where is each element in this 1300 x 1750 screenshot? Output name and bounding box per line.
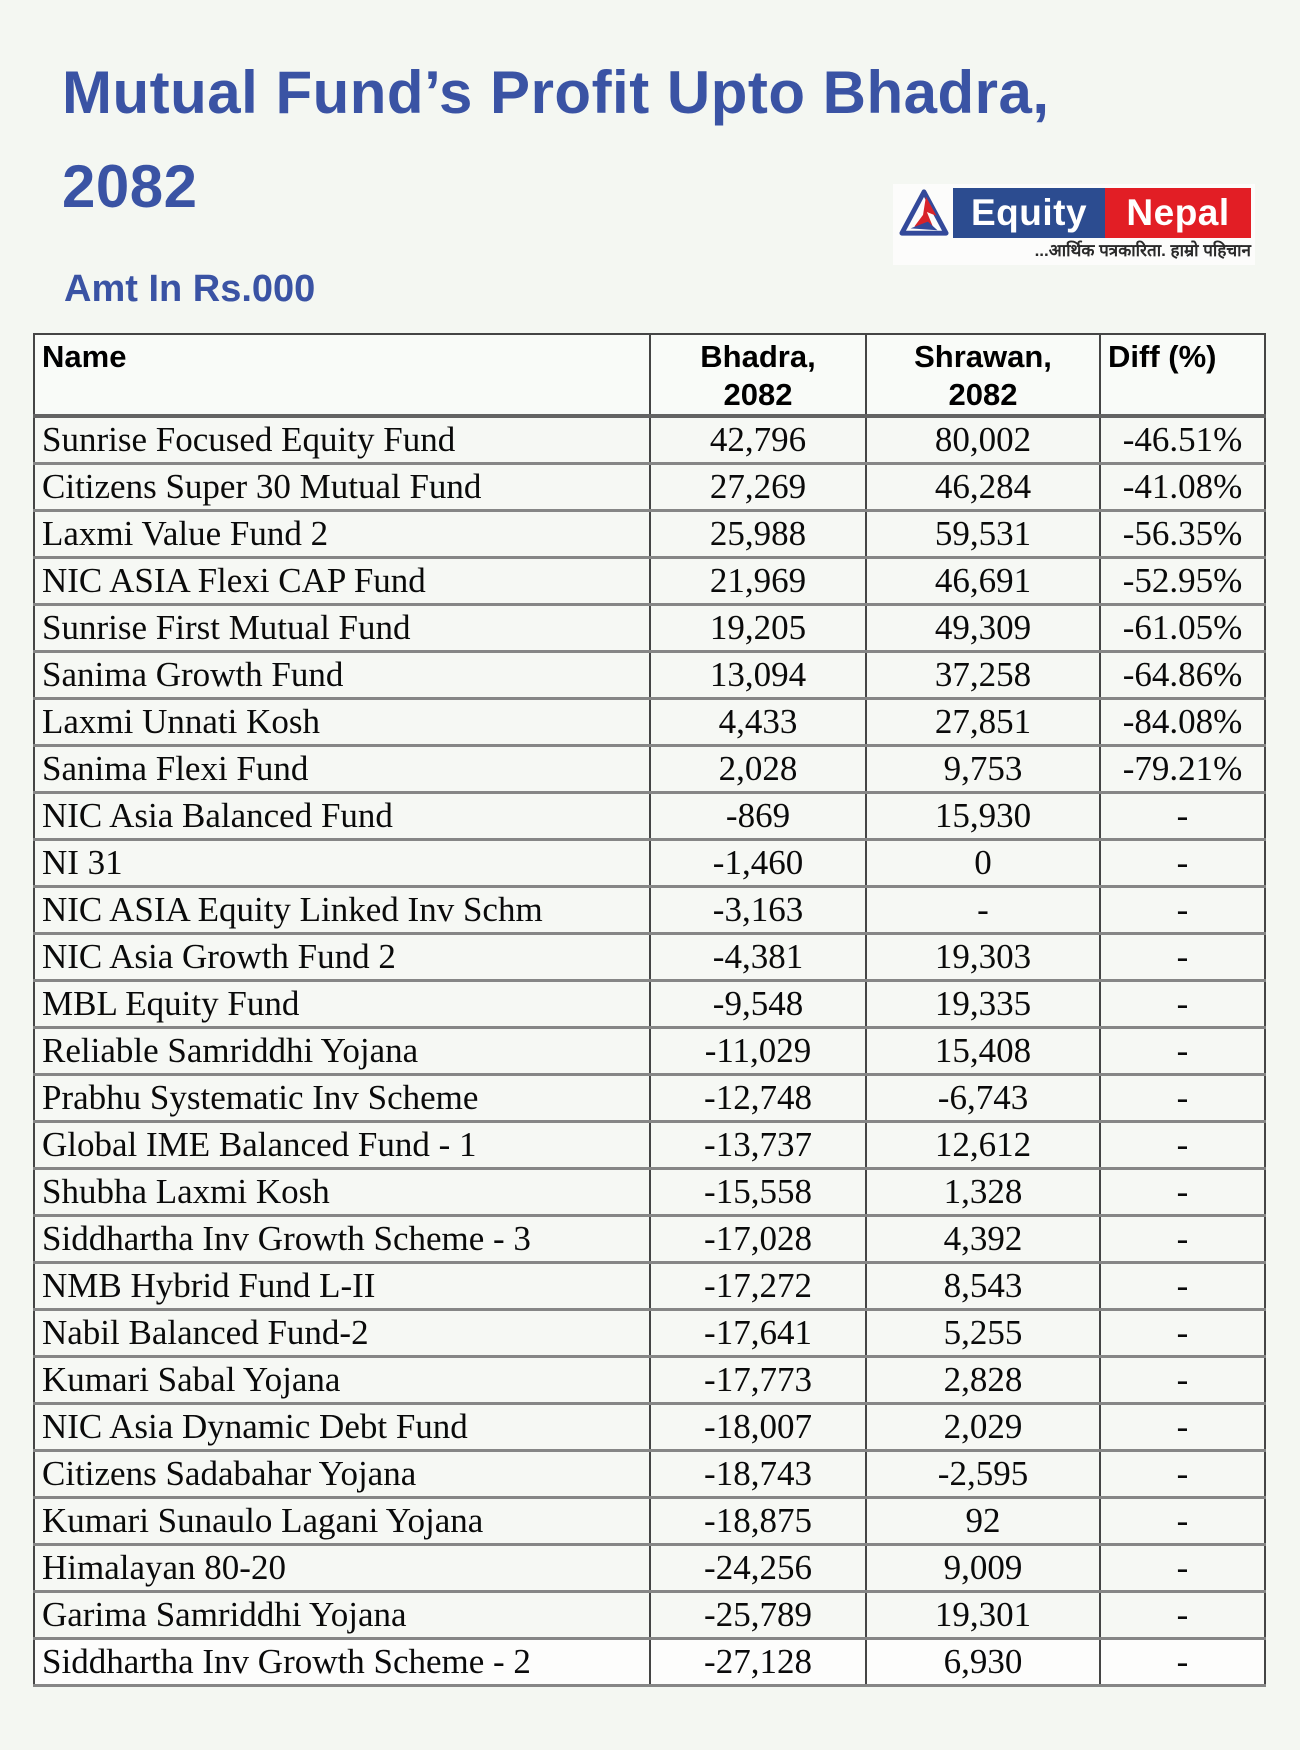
table-row [34,1122,1265,1169]
fund-name-cell: Global IME Balanced Fund - 1 [34,1122,650,1169]
diff-value-cell: - [1100,1545,1265,1592]
diff-value-cell: - [1100,1498,1265,1545]
table-row [34,1451,1265,1498]
bhadra-value-cell: -13,737 [650,1122,866,1169]
table-header [34,334,1265,416]
fund-name-cell: Sunrise Focused Equity Fund [34,416,650,464]
column-header-shrawan-line2: 2082 [948,377,1018,412]
column-header-bhadra-line1: Bhadra, [700,339,816,374]
diff-value-cell: - [1100,1310,1265,1357]
shrawan-value-cell: 27,851 [866,699,1100,746]
table-row [34,1028,1265,1075]
shrawan-value-cell: 2,828 [866,1357,1100,1404]
table-row [34,511,1265,558]
table-row [34,1216,1265,1263]
table-row [34,887,1265,934]
amount-unit-label: Amt In Rs.000 [64,268,316,310]
bhadra-value-cell: 13,094 [650,652,866,699]
table-row [34,416,1265,464]
fund-name-cell: NIC Asia Growth Fund 2 [34,934,650,981]
shrawan-value-cell: 9,753 [866,746,1100,793]
fund-name-cell: MBL Equity Fund [34,981,650,1028]
fund-name-cell: Prabhu Systematic Inv Scheme [34,1075,650,1122]
table-row [34,699,1265,746]
diff-value-cell: - [1100,840,1265,887]
diff-value-cell: -64.86% [1100,652,1265,699]
shrawan-value-cell: 15,408 [866,1028,1100,1075]
fund-name-cell: Nabil Balanced Fund-2 [34,1310,650,1357]
shrawan-value-cell: 5,255 [866,1310,1100,1357]
bhadra-value-cell: -18,875 [650,1498,866,1545]
fund-name-cell: NIC ASIA Flexi CAP Fund [34,558,650,605]
table-row [34,558,1265,605]
bhadra-value-cell: -3,163 [650,887,866,934]
bhadra-value-cell: -25,789 [650,1592,866,1639]
shrawan-value-cell: 6,930 [866,1639,1100,1686]
diff-value-cell: - [1100,793,1265,840]
fund-name-cell: NIC Asia Balanced Fund [34,793,650,840]
table-row [34,1498,1265,1545]
bhadra-value-cell: -17,773 [650,1357,866,1404]
shrawan-value-cell: 1,328 [866,1169,1100,1216]
bhadra-value-cell: -12,748 [650,1075,866,1122]
bhadra-value-cell: 4,433 [650,699,866,746]
column-header-diff: Diff (%) [1100,334,1265,416]
column-header-bhadra-line2: 2082 [723,377,793,412]
shrawan-value-cell: - [866,887,1100,934]
bhadra-value-cell: -1,460 [650,840,866,887]
bhadra-value-cell: -15,558 [650,1169,866,1216]
shrawan-value-cell: 59,531 [866,511,1100,558]
diff-value-cell: -61.05% [1100,605,1265,652]
table-row [34,1545,1265,1592]
shrawan-value-cell: 15,930 [866,793,1100,840]
shrawan-value-cell: -6,743 [866,1075,1100,1122]
shrawan-value-cell: 19,301 [866,1592,1100,1639]
shrawan-value-cell: 0 [866,840,1100,887]
table-row [34,605,1265,652]
shrawan-value-cell: 92 [866,1498,1100,1545]
logo-tagline: ...आर्थिक पत्रकारिता. हाम्रो पहिचान [1034,241,1251,260]
diff-value-cell: - [1100,1639,1265,1686]
table-row [34,934,1265,981]
shrawan-value-cell: 8,543 [866,1263,1100,1310]
shrawan-value-cell: 80,002 [866,416,1100,464]
bhadra-value-cell: 27,269 [650,464,866,511]
bhadra-value-cell: -27,128 [650,1639,866,1686]
bhadra-value-cell: 2,028 [650,746,866,793]
bhadra-value-cell: 25,988 [650,511,866,558]
shrawan-value-cell: 19,335 [866,981,1100,1028]
diff-value-cell: - [1100,1263,1265,1310]
shrawan-value-cell: 9,009 [866,1545,1100,1592]
fund-name-cell: Sanima Flexi Fund [34,746,650,793]
diff-value-cell: - [1100,1592,1265,1639]
diff-value-cell: - [1100,1216,1265,1263]
equity-nepal-logo [893,184,1255,265]
fund-name-cell: Sanima Growth Fund [34,652,650,699]
shrawan-value-cell: 19,303 [866,934,1100,981]
bhadra-value-cell: -17,272 [650,1263,866,1310]
fund-name-cell: Reliable Samriddhi Yojana [34,1028,650,1075]
diff-value-cell: - [1100,1122,1265,1169]
bhadra-value-cell: -24,256 [650,1545,866,1592]
diff-value-cell: - [1100,1451,1265,1498]
diff-value-cell: - [1100,887,1265,934]
diff-value-cell: -84.08% [1100,699,1265,746]
table-row [34,1639,1265,1686]
mountain-triangle-icon [899,188,949,238]
shrawan-value-cell: -2,595 [866,1451,1100,1498]
bhadra-value-cell: -18,743 [650,1451,866,1498]
table-row [34,981,1265,1028]
diff-value-cell: - [1100,934,1265,981]
table-row [34,746,1265,793]
column-header-shrawan-line1: Shrawan, [914,339,1052,374]
table-row [34,793,1265,840]
fund-name-cell: Citizens Sadabahar Yojana [34,1451,650,1498]
fund-name-cell: NI 31 [34,840,650,887]
diff-value-cell: - [1100,1357,1265,1404]
column-header-name: Name [34,334,650,416]
bhadra-value-cell: -9,548 [650,981,866,1028]
table-row [34,1075,1265,1122]
bhadra-value-cell: 42,796 [650,416,866,464]
table-header-row [34,334,1265,416]
table-row [34,1592,1265,1639]
diff-value-cell: - [1100,1404,1265,1451]
table-row [34,1357,1265,1404]
diff-value-cell: - [1100,1028,1265,1075]
table-row [34,1263,1265,1310]
bhadra-value-cell: 21,969 [650,558,866,605]
logo-word-nepal: Nepal [1105,188,1251,238]
diff-value-cell: -52.95% [1100,558,1265,605]
fund-name-cell: NIC Asia Dynamic Debt Fund [34,1404,650,1451]
fund-name-cell: NMB Hybrid Fund L-II [34,1263,650,1310]
fund-name-cell: Kumari Sabal Yojana [34,1357,650,1404]
shrawan-value-cell: 37,258 [866,652,1100,699]
logo-brand-row [899,188,1251,238]
fund-name-cell: Siddhartha Inv Growth Scheme - 3 [34,1216,650,1263]
fund-name-cell: Laxmi Unnati Kosh [34,699,650,746]
shrawan-value-cell: 46,691 [866,558,1100,605]
fund-name-cell: Sunrise First Mutual Fund [34,605,650,652]
shrawan-value-cell: 49,309 [866,605,1100,652]
table-row [34,1169,1265,1216]
logo-word-equity: Equity [953,188,1105,238]
bhadra-value-cell: -17,028 [650,1216,866,1263]
diff-value-cell: - [1100,981,1265,1028]
table-row [34,1310,1265,1357]
bhadra-value-cell: 19,205 [650,605,866,652]
diff-value-cell: - [1100,1169,1265,1216]
bhadra-value-cell: -869 [650,793,866,840]
bhadra-value-cell: -17,641 [650,1310,866,1357]
fund-name-cell: Citizens Super 30 Mutual Fund [34,464,650,511]
shrawan-value-cell: 12,612 [866,1122,1100,1169]
fund-name-cell: Laxmi Value Fund 2 [34,511,650,558]
diff-value-cell: -56.35% [1100,511,1265,558]
diff-value-cell: - [1100,1075,1265,1122]
page-title-line2: 2082 [62,153,198,220]
mutual-fund-profit-table [33,333,1266,1687]
bhadra-value-cell: -18,007 [650,1404,866,1451]
fund-name-cell: Shubha Laxmi Kosh [34,1169,650,1216]
bhadra-value-cell: -4,381 [650,934,866,981]
diff-value-cell: -46.51% [1100,416,1265,464]
shrawan-value-cell: 2,029 [866,1404,1100,1451]
shrawan-value-cell: 46,284 [866,464,1100,511]
table-row [34,464,1265,511]
fund-name-cell: Siddhartha Inv Growth Scheme - 2 [34,1639,650,1686]
fund-name-cell: Garima Samriddhi Yojana [34,1592,650,1639]
bhadra-value-cell: -11,029 [650,1028,866,1075]
fund-table-body [34,416,1265,1686]
diff-value-cell: -79.21% [1100,746,1265,793]
page-title-line1: Mutual Fund’s Profit Upto Bhadra, [62,59,1050,126]
diff-value-cell: -41.08% [1100,464,1265,511]
table-row [34,1404,1265,1451]
table-row [34,840,1265,887]
fund-name-cell: Himalayan 80-20 [34,1545,650,1592]
fund-name-cell: NIC ASIA Equity Linked Inv Schm [34,887,650,934]
column-header-shrawan [866,334,1100,416]
table-row [34,652,1265,699]
fund-name-cell: Kumari Sunaulo Lagani Yojana [34,1498,650,1545]
shrawan-value-cell: 4,392 [866,1216,1100,1263]
column-header-bhadra [650,334,866,416]
